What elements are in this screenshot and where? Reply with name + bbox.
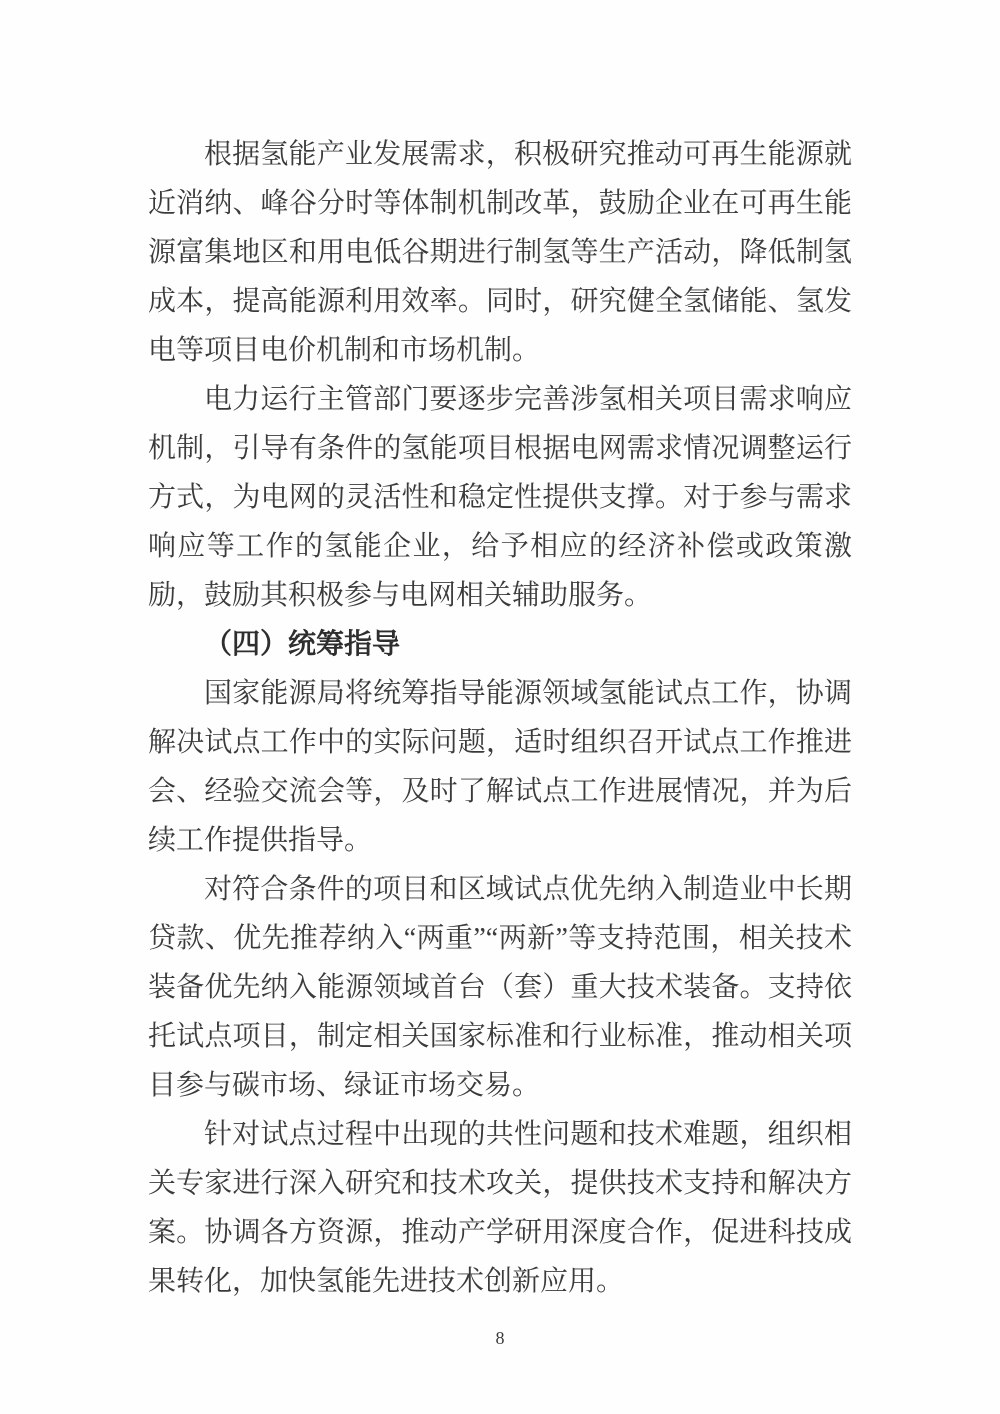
body-paragraph: 对符合条件的项目和区域试点优先纳入制造业中长期贷款、优先推荐纳入“两重”“两新”等支持范围，相关技术装备优先纳入能源领域首台（套）重大技术装备。支持依托试点项目，制定相关国家标准和行业标准，推动相关项目参与碳市场、绿证市场交易。	[148, 874, 852, 1101]
page-number: 8	[495, 1328, 505, 1348]
body-paragraph: 根据氢能产业发展需求，积极研究推动可再生能源就近消纳、峰谷分时等体制机制改革，鼓励企业在可再生能源富集地区和用电低谷期进行制氢等生产活动，降低制氢成本，提高能源利用效率。同时，研究健全氢储能、氢发电等项目电价机制和市场机制。	[148, 139, 852, 366]
body-paragraph: 电力运行主管部门要逐步完善涉氢相关项目需求响应机制，引导有条件的氢能项目根据电网需求情况调整运行方式，为电网的灵活性和稳定性提供支撑。对于参与需求响应等工作的氢能企业，给予相应的经济补偿或政策激励，鼓励其积极参与电网相关辅助服务。	[148, 384, 852, 611]
body-paragraph: 针对试点过程中出现的共性问题和技术难题，组织相关专家进行深入研究和技术攻关，提供技术支持和解决方案。协调各方资源，推动产学研用深度合作，促进科技成果转化，加快氢能先进技术创新应用。	[148, 1119, 852, 1297]
section-heading: （四）统筹指导	[204, 629, 401, 660]
document-body	[148, 130, 852, 1306]
body-paragraph: 国家能源局将统筹指导能源领域氢能试点工作，协调解决试点工作中的实际问题，适时组织召开试点工作推进会、经验交流会等，及时了解试点工作进展情况，并为后续工作提供指导。	[148, 678, 852, 856]
